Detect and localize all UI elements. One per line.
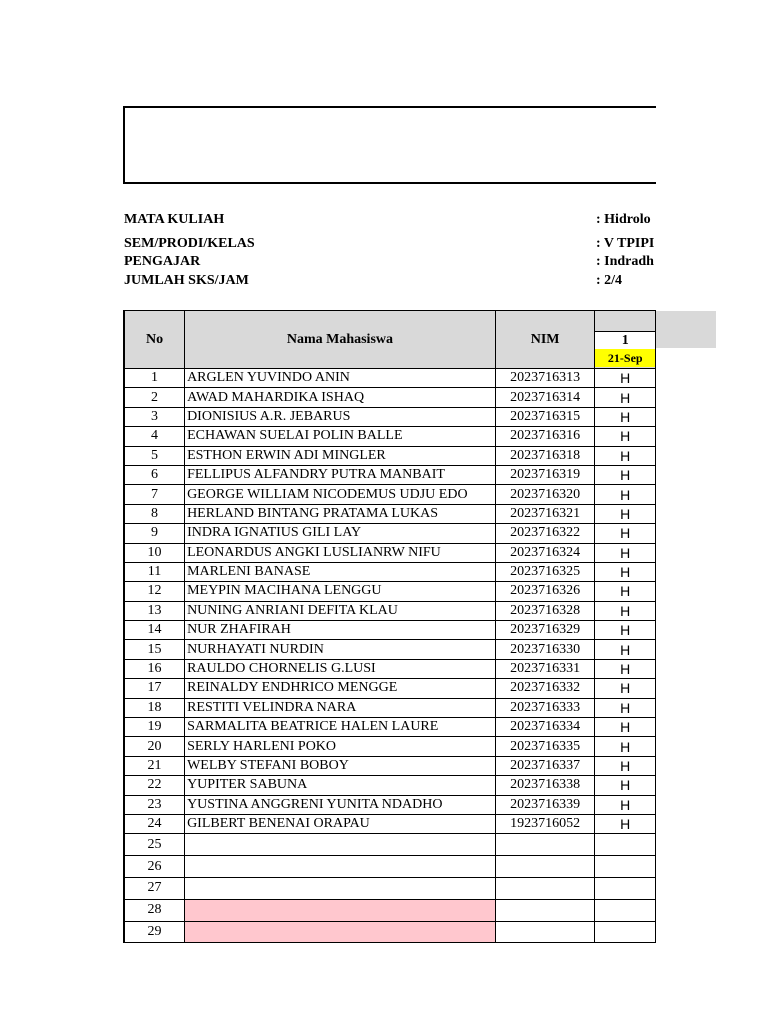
cell-no[interactable]: 18 [124,698,185,717]
session-header [595,311,655,368]
cell-attendance[interactable]: H [595,679,656,698]
header-nim: NIM [495,311,595,369]
table-row [124,776,656,795]
cell-no[interactable]: 11 [124,562,185,581]
cell-name[interactable]: MEYPIN MACIHANA LENGGU [185,582,496,601]
cell-no[interactable]: 22 [124,776,185,795]
table-row [124,640,656,659]
pengajar-label: PENGAJAR [124,254,201,269]
cell-attendance[interactable]: H [595,776,656,795]
cell-name[interactable] [185,899,496,921]
cell-no[interactable]: 1 [124,369,185,388]
cell-nim[interactable]: 2023716321 [495,504,595,523]
cell-no[interactable]: 28 [124,899,185,921]
cell-attendance[interactable]: H [595,659,656,678]
cell-nim[interactable]: 2023716329 [495,621,595,640]
cell-nim[interactable]: 2023716330 [495,640,595,659]
cell-attendance[interactable]: H [595,601,656,620]
table-row [124,659,656,678]
cell-name[interactable]: NUR ZHAFIRAH [185,621,496,640]
session-number: 1 [595,331,655,350]
attendance-table-body [124,311,656,943]
header-session [595,311,656,369]
table-row [124,388,656,407]
cell-nim[interactable] [495,834,595,856]
cell-name[interactable]: INDRA IGNATIUS GILI LAY [185,524,496,543]
cell-attendance[interactable]: H [595,562,656,581]
cell-no[interactable]: 4 [124,427,185,446]
table-row [124,407,656,426]
cell-nim[interactable]: 2023716322 [495,524,595,543]
cell-attendance[interactable]: H [595,524,656,543]
cell-no[interactable]: 5 [124,446,185,465]
cell-name[interactable]: REINALDY ENDHRICO MENGGE [185,679,496,698]
table-row [124,524,656,543]
cell-no[interactable]: 27 [124,877,185,899]
cell-attendance[interactable]: H [595,446,656,465]
table-row [124,877,656,899]
cell-no[interactable]: 26 [124,856,185,878]
header-name: Nama Mahasiswa [185,311,496,369]
cell-attendance[interactable] [595,856,656,878]
cell-nim[interactable]: 2023716334 [495,718,595,737]
cell-name[interactable]: YUSTINA ANGGRENI YUNITA NDADHO [185,795,496,814]
table-row [124,921,656,943]
table-row [124,679,656,698]
cell-nim[interactable]: 2023716324 [495,543,595,562]
cell-no[interactable]: 19 [124,718,185,737]
cell-no[interactable]: 14 [124,621,185,640]
session-date: 21-Sep [595,349,655,367]
table-row [124,562,656,581]
cell-name[interactable]: MARLENI BANASE [185,562,496,581]
cell-no[interactable]: 6 [124,465,185,484]
table-row [124,756,656,775]
cell-name[interactable]: YUPITER SABUNA [185,776,496,795]
title-frame [123,106,656,184]
table-row [124,698,656,717]
cell-nim[interactable]: 2023716315 [495,407,595,426]
cell-nim[interactable] [495,899,595,921]
table-row [124,427,656,446]
cell-nim[interactable]: 2023716332 [495,679,595,698]
cell-no[interactable]: 12 [124,582,185,601]
cell-attendance[interactable] [595,877,656,899]
header-fill-cell [656,311,716,348]
cell-name[interactable]: DIONISIUS A.R. JEBARUS [185,407,496,426]
cell-no[interactable]: 25 [124,834,185,856]
cell-no[interactable]: 10 [124,543,185,562]
cell-no[interactable]: 9 [124,524,185,543]
cell-no[interactable]: 13 [124,601,185,620]
mata-kuliah-label: MATA KULIAH [124,212,225,227]
cell-attendance[interactable]: H [595,795,656,814]
cell-nim[interactable]: 2023716333 [495,698,595,717]
cell-attendance[interactable]: H [595,698,656,717]
table-row [124,856,656,878]
cell-no[interactable]: 2 [124,388,185,407]
cell-attendance[interactable]: H [595,640,656,659]
cell-nim[interactable]: 2023716314 [495,388,595,407]
table-row [124,834,656,856]
cell-name[interactable]: NUNING ANRIANI DEFITA KLAU [185,601,496,620]
cell-name[interactable]: RESTITI VELINDRA NARA [185,698,496,717]
cell-nim[interactable]: 2023716331 [495,659,595,678]
sem-label: SEM/PRODI/KELAS [124,236,255,251]
cell-nim[interactable]: 2023716328 [495,601,595,620]
cell-name[interactable] [185,834,496,856]
cell-nim[interactable]: 2023716326 [495,582,595,601]
cell-attendance[interactable]: H [595,756,656,775]
sks-value: : 2/4 [596,273,623,288]
attendance-table [123,310,656,943]
sem-value: : V TPIPI [596,236,655,251]
mata-kuliah-value: : Hidrolo [596,212,651,227]
cell-name[interactable] [185,921,496,943]
cell-nim[interactable] [495,921,595,943]
cell-name[interactable]: HERLAND BINTANG PRATAMA LUKAS [185,504,496,523]
cell-attendance[interactable]: H [595,621,656,640]
cell-no[interactable]: 3 [124,407,185,426]
cell-name[interactable]: SERLY HARLENI POKO [185,737,496,756]
table-row [124,795,656,814]
cell-name[interactable]: GILBERT BENENAI ORAPAU [185,814,496,833]
cell-name[interactable]: NURHAYATI NURDIN [185,640,496,659]
cell-no[interactable]: 29 [124,921,185,943]
cell-attendance[interactable]: H [595,814,656,833]
cell-attendance[interactable]: H [595,388,656,407]
cell-no[interactable]: 8 [124,504,185,523]
cell-name[interactable] [185,856,496,878]
table-row [124,621,656,640]
cell-attendance[interactable]: H [595,504,656,523]
cell-no[interactable]: 24 [124,814,185,833]
cell-name[interactable]: LEONARDUS ANGKI LUSLIANRW NIFU [185,543,496,562]
table-row [124,485,656,504]
cell-nim[interactable]: 1923716052 [495,814,595,833]
table-row [124,504,656,523]
cell-attendance[interactable] [595,921,656,943]
cell-no[interactable]: 23 [124,795,185,814]
table-row [124,446,656,465]
cell-nim[interactable]: 2023716338 [495,776,595,795]
cell-nim[interactable]: 2023716337 [495,756,595,775]
cell-attendance[interactable] [595,834,656,856]
cell-no[interactable]: 17 [124,679,185,698]
cell-attendance[interactable]: H [595,737,656,756]
cell-attendance[interactable]: H [595,369,656,388]
cell-name[interactable]: AWAD MAHARDIKA ISHAQ [185,388,496,407]
table-row [124,814,656,833]
cell-nim[interactable]: 2023716320 [495,485,595,504]
cell-name[interactable]: RAULDO CHORNELIS G.LUSI [185,659,496,678]
cell-name[interactable]: GEORGE WILLIAM NICODEMUS UDJU EDO [185,485,496,504]
sks-label: JUMLAH SKS/JAM [124,273,249,288]
table-row [124,718,656,737]
table-row [124,899,656,921]
pengajar-value: : Indradh [596,254,654,269]
table-header-row [124,311,656,369]
cell-no[interactable]: 21 [124,756,185,775]
cell-attendance[interactable]: H [595,465,656,484]
cell-nim[interactable]: 2023716339 [495,795,595,814]
table-row [124,582,656,601]
cell-nim[interactable]: 2023716313 [495,369,595,388]
cell-attendance[interactable]: H [595,718,656,737]
cell-nim[interactable]: 2023716318 [495,446,595,465]
table-row [124,601,656,620]
table-row [124,737,656,756]
cell-no[interactable]: 16 [124,659,185,678]
cell-name[interactable] [185,877,496,899]
cell-attendance[interactable]: H [595,582,656,601]
cell-nim[interactable]: 2023716325 [495,562,595,581]
cell-nim[interactable] [495,856,595,878]
cell-name[interactable]: FELLIPUS ALFANDRY PUTRA MANBAIT [185,465,496,484]
table-row [124,543,656,562]
cell-name[interactable]: WELBY STEFANI BOBOY [185,756,496,775]
cell-attendance[interactable]: H [595,485,656,504]
cell-nim[interactable]: 2023716316 [495,427,595,446]
cell-name[interactable]: ECHAWAN SUELAI POLIN BALLE [185,427,496,446]
cell-nim[interactable]: 2023716335 [495,737,595,756]
cell-no[interactable]: 15 [124,640,185,659]
cell-nim[interactable] [495,877,595,899]
header-no: No [124,311,185,369]
cell-no[interactable]: 7 [124,485,185,504]
cell-attendance[interactable]: H [595,427,656,446]
table-row [124,465,656,484]
cell-attendance[interactable] [595,899,656,921]
cell-nim[interactable]: 2023716319 [495,465,595,484]
cell-name[interactable]: SARMALITA BEATRICE HALEN LAURE [185,718,496,737]
cell-no[interactable]: 20 [124,737,185,756]
cell-name[interactable]: ARGLEN YUVINDO ANIN [185,369,496,388]
cell-name[interactable]: ESTHON ERWIN ADI MINGLER [185,446,496,465]
table-row [124,369,656,388]
cell-attendance[interactable]: H [595,407,656,426]
cell-attendance[interactable]: H [595,543,656,562]
